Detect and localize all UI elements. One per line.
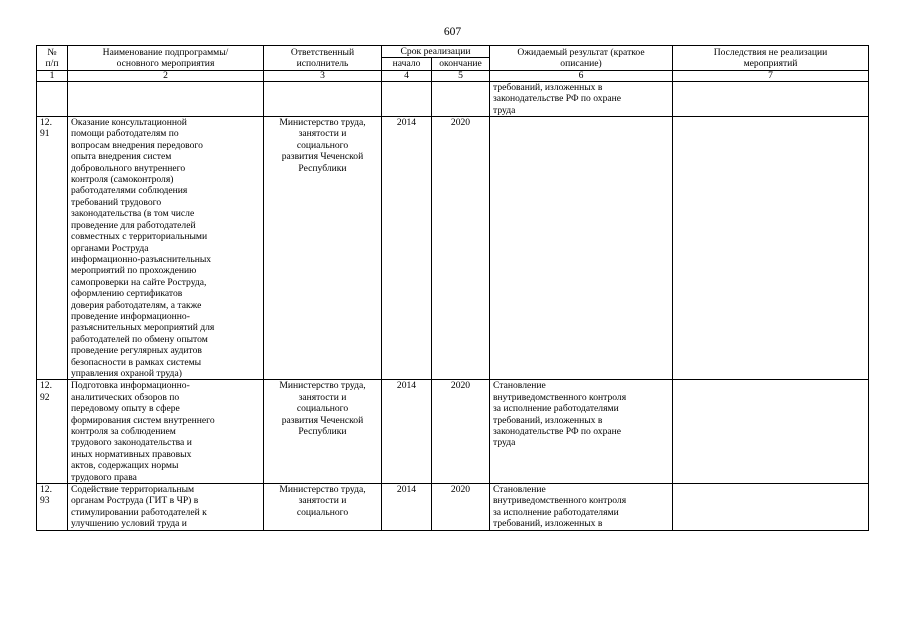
row-consequence bbox=[673, 117, 869, 380]
header-executor: Ответственный исполнитель bbox=[264, 46, 382, 71]
header-name: Наименование подпрограммы/ основного мероприятия bbox=[68, 46, 264, 71]
row-end bbox=[432, 81, 490, 116]
row-result: Становление внутриведомственного контроля за исполнение работодателями требований, изложенных в законодательстве РФ по охране труда bbox=[490, 380, 673, 484]
row-end: 2020 bbox=[432, 380, 490, 484]
header-result: Ожидаемый результат (краткое описание) bbox=[490, 46, 673, 71]
column-number: 5 bbox=[432, 70, 490, 81]
column-number: 4 bbox=[382, 70, 432, 81]
row-start: 2014 bbox=[382, 380, 432, 484]
row-start: 2014 bbox=[382, 484, 432, 531]
column-number: 7 bbox=[673, 70, 869, 81]
table-row bbox=[37, 81, 869, 116]
row-name: Оказание консультационной помощи работодателям по вопросам внедрения передового опыта внедрения систем добровольного внутреннего контроля (самоконтроля) работодателями соблюдения требований трудового законодательства (в том числе проведение для работодателей совместных с территориальными органами Роструда информационно-разъяснительных мероприятий по прохождению самопроверки на сайте Роструда, оформлению сертификатов доверия работодателям, а также проведение информационно- разъяснительных мероприятий для работодателей по обмену опытом проведение регулярных аудитов безопасности в рамках системы управления охраной труда) bbox=[68, 117, 264, 380]
row-start: 2014 bbox=[382, 117, 432, 380]
row-num bbox=[37, 81, 68, 116]
page-number: 607 bbox=[443, 26, 462, 38]
program-table bbox=[36, 45, 869, 531]
row-end: 2020 bbox=[432, 484, 490, 531]
row-consequence bbox=[673, 81, 869, 116]
column-number: 3 bbox=[264, 70, 382, 81]
row-name bbox=[68, 81, 264, 116]
row-name: Подготовка информационно- аналитических обзоров по передовому опыту в сфере формирования систем внутреннего контроля за соблюдением трудового законодательства и иных нормативных правовых актов, содержащих нормы трудового права bbox=[68, 380, 264, 484]
row-result: Становление внутриведомственного контроля за исполнение работодателями требований, изложенных в bbox=[490, 484, 673, 531]
row-executor: Министерство труда, занятости и социального развития Чеченской Республики bbox=[264, 117, 382, 380]
header-num: № п/п bbox=[37, 46, 68, 71]
row-start bbox=[382, 81, 432, 116]
row-executor: Министерство труда, занятости и социального развития Чеченской Республики bbox=[264, 380, 382, 484]
header-start: начало bbox=[382, 58, 432, 70]
row-num: 12. 92 bbox=[37, 380, 68, 484]
row-result bbox=[490, 117, 673, 380]
column-number: 6 bbox=[490, 70, 673, 81]
column-number: 2 bbox=[68, 70, 264, 81]
table-row bbox=[37, 484, 869, 531]
row-num: 12. 93 bbox=[37, 484, 68, 531]
header-period: Срок реализации bbox=[382, 46, 490, 58]
row-name: Содействие территориальным органам Роструда (ГИТ в ЧР) в стимулировании работодателей к улучшению условий труда и bbox=[68, 484, 264, 531]
column-number-row bbox=[37, 70, 869, 81]
header-end: окончание bbox=[432, 58, 490, 70]
row-executor: Министерство труда, занятости и социального bbox=[264, 484, 382, 531]
header-consequence: Последствия не реализации мероприятий bbox=[673, 46, 869, 71]
table-row bbox=[37, 117, 869, 380]
header-row bbox=[37, 46, 869, 58]
column-number: 1 bbox=[37, 70, 68, 81]
row-consequence bbox=[673, 380, 869, 484]
table-row bbox=[37, 380, 869, 484]
row-end: 2020 bbox=[432, 117, 490, 380]
row-num: 12. 91 bbox=[37, 117, 68, 380]
row-result: требований, изложенных в законодательстве РФ по охране труда bbox=[490, 81, 673, 116]
row-executor bbox=[264, 81, 382, 116]
row-consequence bbox=[673, 484, 869, 531]
